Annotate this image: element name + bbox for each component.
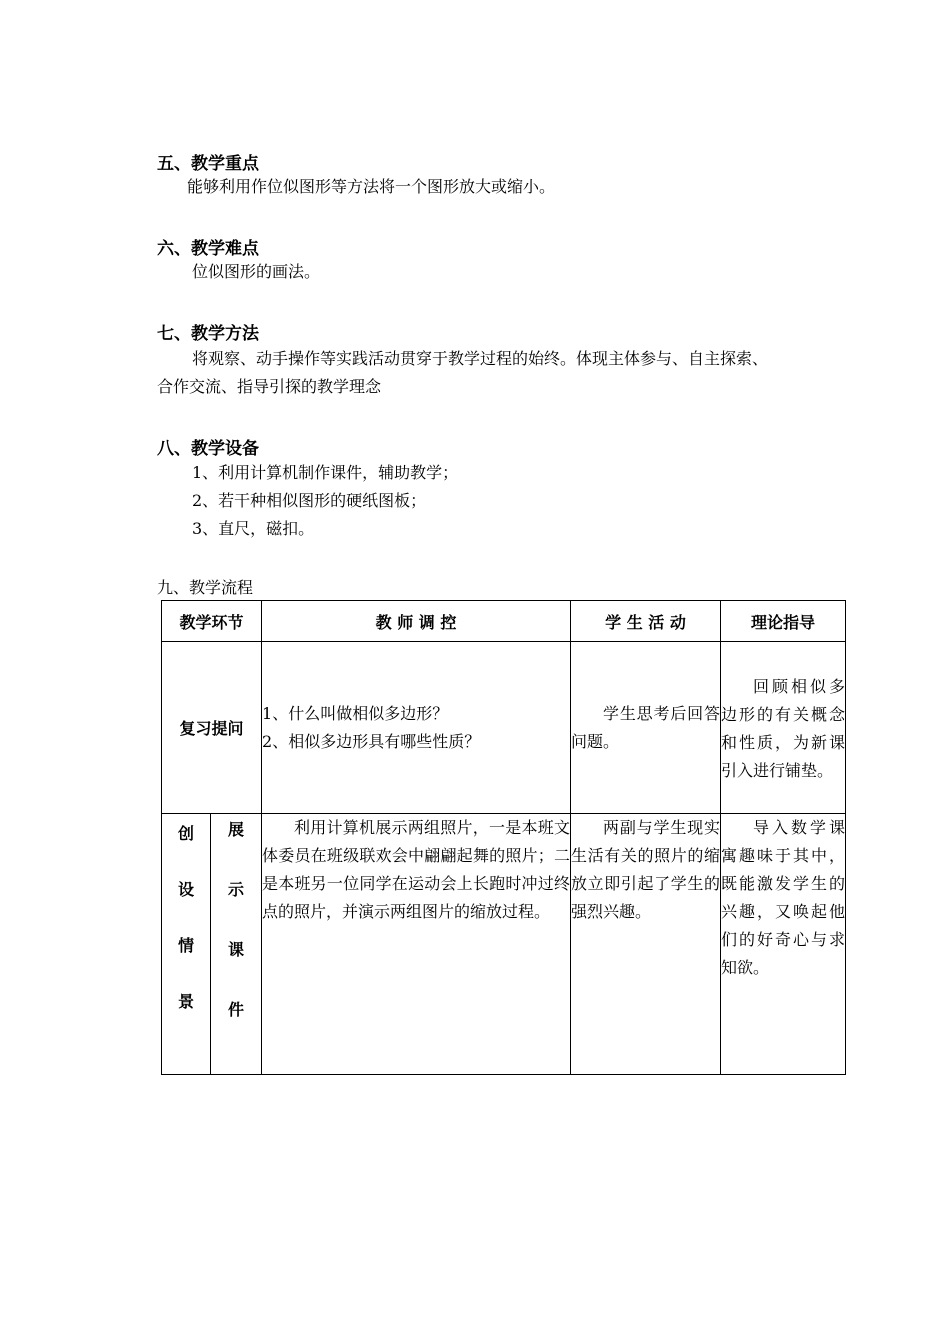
- stage-review: 复习提问: [162, 642, 262, 814]
- teacher-scenario: 利用计算机展示两组照片，一是本班文体委员在班级联欢会中翩翩起舞的照片；二是本班另一位同学在运动会上长跑时冲过终点的照片，并演示两组图片的缩放过程。: [262, 814, 571, 1075]
- stage-scenario-char-3: 情: [177, 936, 194, 955]
- header-theory: 理论指导: [721, 601, 846, 642]
- substage-char-1: 展: [228, 820, 245, 839]
- stage-scenario: [162, 814, 211, 1075]
- table-row: [162, 814, 846, 1075]
- flow-caption: 九、教学流程: [157, 578, 254, 597]
- section-text-focus: 能够利用作位似图形等方法将一个图形放大或缩小。: [187, 177, 556, 196]
- teacher-review: [262, 642, 571, 814]
- equipment-item-1: 1、利用计算机制作课件，辅助教学；: [192, 463, 459, 482]
- header-stage: 教学环节: [162, 601, 262, 642]
- teacher-review-line-1: 1、什么叫做相似多边形？: [262, 703, 449, 723]
- teacher-review-line-2: 2、相似多边形具有哪些性质？: [262, 731, 481, 751]
- stage-scenario-char-4: 景: [177, 992, 194, 1011]
- table-header-row: [162, 601, 846, 642]
- section-title-equipment: 八、教学设备: [157, 439, 259, 459]
- table-row: [162, 642, 846, 814]
- substage-char-2: 示: [228, 880, 245, 899]
- equipment-item-3: 3、直尺，磁扣。: [192, 519, 315, 538]
- stage-scenario-char-2: 设: [177, 880, 194, 899]
- substage-char-4: 件: [228, 1000, 245, 1019]
- teaching-flow-table: [161, 600, 846, 1075]
- theory-review: 回顾相似多边形的有关概念和性质，为新课引入进行铺垫。: [721, 642, 846, 814]
- header-teacher: 教 师 调 控: [262, 601, 571, 642]
- substage-courseware: [211, 814, 262, 1075]
- section-title-difficulty: 六、教学难点: [157, 239, 259, 259]
- section-text-method-2: 合作交流、指导引探的教学理念: [157, 377, 382, 396]
- student-review: 学生思考后回答问题。: [571, 642, 721, 814]
- section-title-method: 七、教学方法: [157, 324, 259, 344]
- header-student: 学 生 活 动: [571, 601, 721, 642]
- student-scenario: 两副与学生现实生活有关的照片的缩放立即引起了学生的强烈兴趣。: [571, 814, 721, 1075]
- equipment-item-2: 2、若干种相似图形的硬纸图板；: [192, 491, 427, 510]
- stage-scenario-char-1: 创: [177, 824, 194, 843]
- section-text-method-1: 将观察、动手操作等实践活动贯穿于教学过程的始终。体现主体参与、自主探索、: [192, 349, 769, 368]
- section-title-focus: 五、教学重点: [157, 154, 259, 174]
- section-text-difficulty: 位似图形的画法。: [192, 262, 321, 281]
- theory-scenario: 导入数学课寓趣味于其中，既能激发学生的兴趣，又唤起他们的好奇心与求知欲。: [721, 814, 846, 1075]
- substage-char-3: 课: [228, 940, 245, 959]
